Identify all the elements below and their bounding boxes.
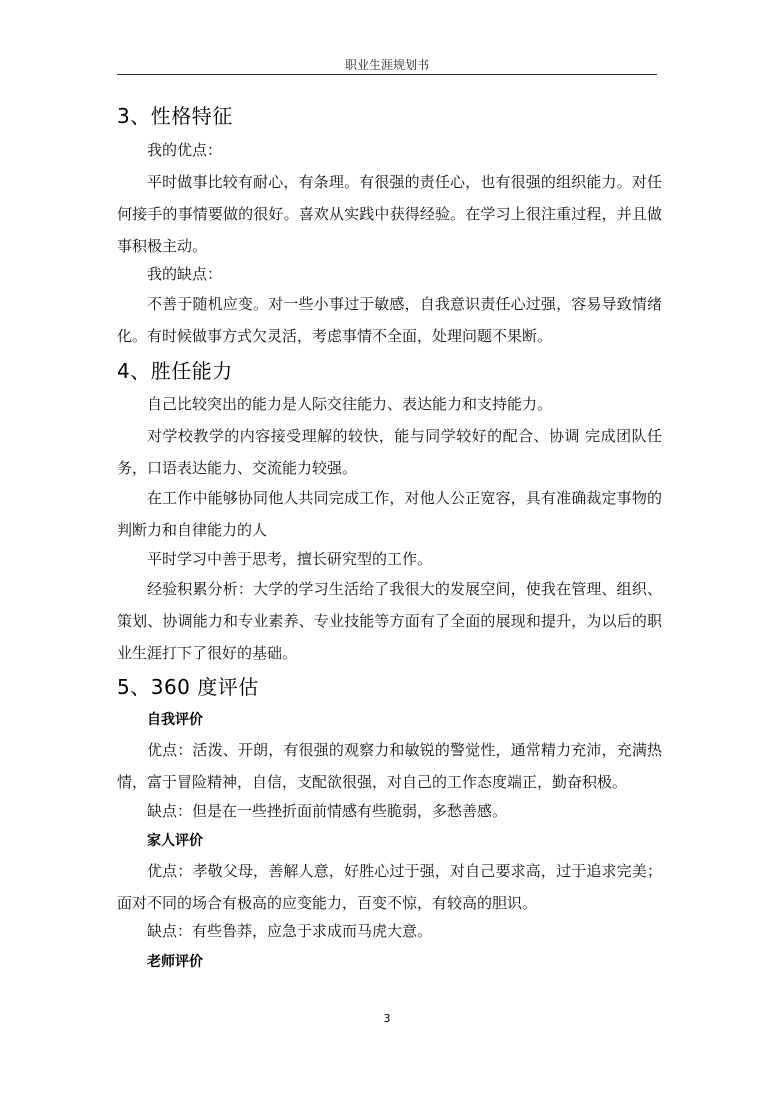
- paragraph-strengths-label: 我的优点：: [147, 141, 223, 159]
- subheading-self-review: 自我评价: [147, 712, 203, 728]
- paragraph-competence-4: 平时学习中善于思考，擅长研究型的工作。: [147, 550, 433, 568]
- paragraph-strengths: 平时做事比较有耐心，有条理。有很强的责任心，也有很强的组织能力。对任何接手的事情要做的很好。喜欢从实践中获得经验。在学习上很注重过程，并且做事积极主动。: [117, 173, 662, 255]
- paragraph-competence-2: 对学校教学的内容接受理解的较快，能与同学较好的配合、协调 完成团队任务，口语表达能力、交流能力较强。: [117, 427, 662, 477]
- section-heading-competence: 4、胜任能力: [117, 359, 233, 383]
- header-divider: [117, 74, 657, 75]
- paragraph-competence-3: 在工作中能够协同他人共同完成工作，对他人公正宽容，具有准确裁定事物的判断力和自律能力的人: [117, 489, 662, 539]
- page-number: 3: [383, 1012, 391, 1025]
- paragraph-experience: 经验积累分析：大学的学习生活给了我很大的发展空间，使我在管理、组织、策划、协调能力和专业素养、专业技能等方面有了全面的展现和提升，为以后的职业生涯打下了很好的基础。: [117, 580, 662, 662]
- paragraph-family-pros: 优点：孝敬父母，善解人意，好胜心过于强，对自己要求高，过于追求完美；面对不同的场合有极高的应变能力，百变不惊，有较高的胆识。: [117, 862, 662, 912]
- paragraph-weaknesses: 不善于随机应变。对一些小事过于敏感，自我意识责任心过强，容易导致情绪化。有时候做事方式欠灵活，考虑事情不全面，处理问题不果断。: [117, 295, 662, 345]
- page-header: 职业生涯规划书: [344, 58, 429, 72]
- section-heading-360-review: 5、360 度评估: [117, 675, 259, 699]
- paragraph-weaknesses-label: 我的缺点：: [147, 265, 223, 283]
- paragraph-competence-1: 自己比较突出的能力是人际交往能力、表达能力和支持能力。: [147, 395, 553, 413]
- paragraph-self-pros: 优点：活泼、开朗，有很强的观察力和敏锐的警觉性，通常精力充沛，充满热情，富于冒险精神，自信，支配欲很强，对自己的工作态度端正，勤奋积极。: [117, 741, 662, 791]
- paragraph-self-cons: 缺点：但是在一些挫折面前情感有些脆弱，多愁善感。: [147, 802, 508, 820]
- subheading-family-review: 家人评价: [147, 833, 203, 849]
- section-heading-personality: 3、性格特征: [117, 104, 233, 128]
- subheading-teacher-review: 老师评价: [147, 954, 203, 970]
- paragraph-family-cons: 缺点：有些鲁莽，应急于求成而马虎大意。: [147, 922, 433, 940]
